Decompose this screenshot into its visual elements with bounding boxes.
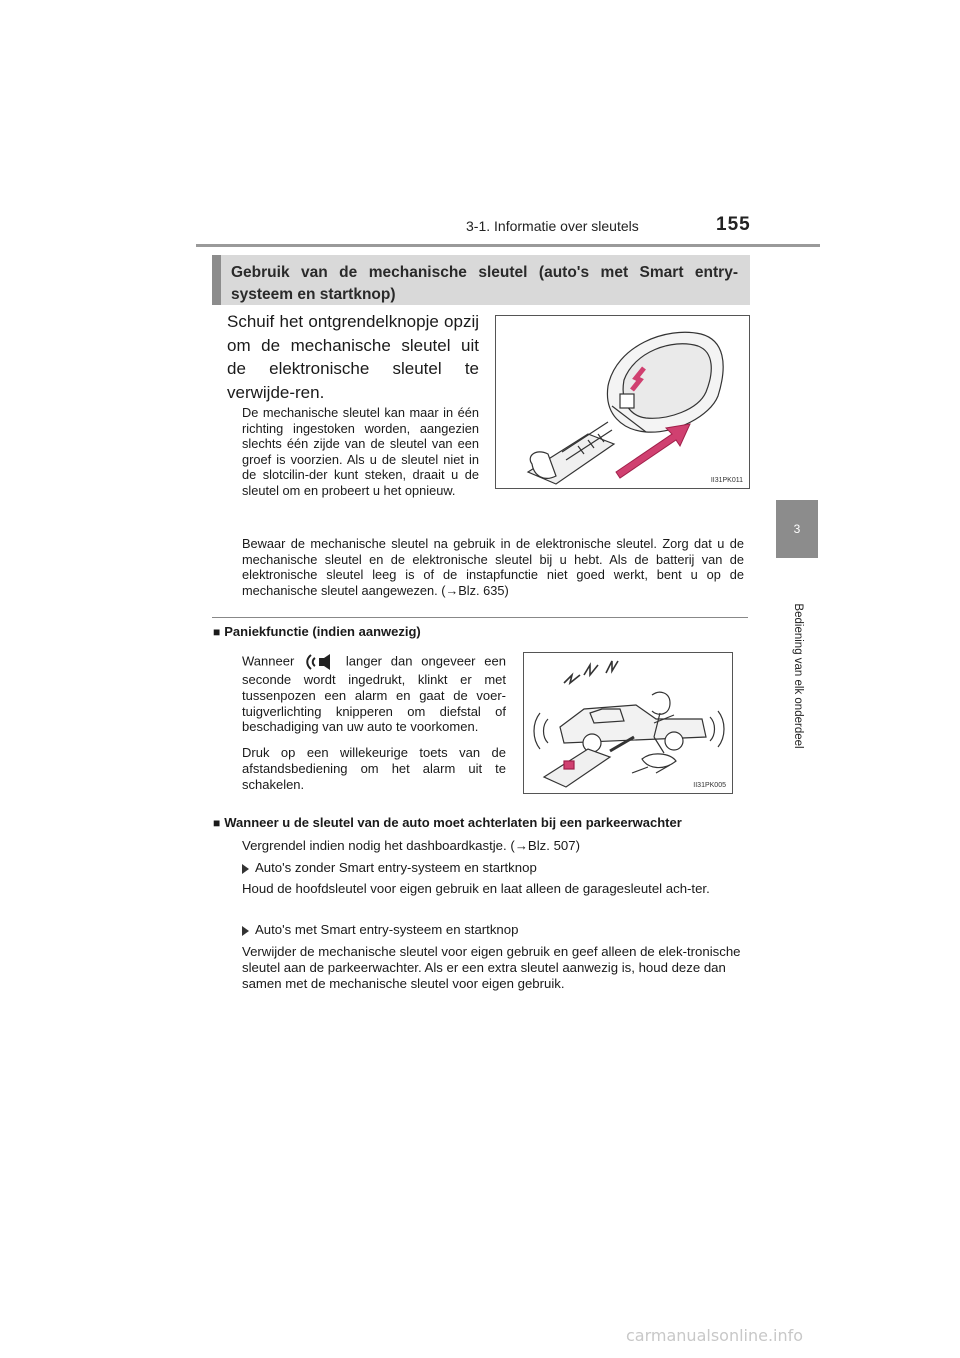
valet-sub-1: [242, 860, 748, 876]
square-bullet-icon: ■: [213, 816, 221, 830]
page-number: 155: [716, 214, 751, 235]
valet-sub-1-text: Auto's zonder Smart entry-systeem en startknop: [255, 860, 537, 875]
panic-paragraph-1: [242, 652, 506, 735]
chapter-tab: 3: [776, 500, 818, 558]
panic-button-icon: [305, 652, 335, 672]
running-header-section: 3-1. Informatie over sleutels: [466, 218, 639, 234]
panic-text-start: Wanneer: [242, 653, 295, 669]
chapter-title-text: Bediening van elk onderdeel: [792, 603, 804, 749]
header-rule: [196, 244, 820, 247]
note-paragraph-2: Bewaar de mechanische sleutel na gebruik in de elektronische sleutel. Zorg dat u de mechanische sleutel en de elektronische sleutel bij u hebt. Als de batterij van de elektronische sleutel leeg is of de instapfunctie niet goed werkt, bent u op de mechanische sleutel aangewezen. (→Blz. 635): [242, 536, 744, 598]
watermark: carmanualsonline.info: [626, 1326, 804, 1345]
square-bullet-icon: ■: [213, 625, 221, 639]
intro-paragraph: Schuif het ontgrendelknopje opzij om de mechanische sleutel uit de elektronische sleutel te verwijde-ren.: [227, 312, 479, 402]
valet-line-1: Vergrendel indien nodig het dashboardkastje. (→Blz. 507): [242, 838, 580, 853]
valet-sub-2-text: Auto's met Smart entry-systeem en startknop: [255, 922, 519, 937]
valet-text-2: Verwijder de mechanische sleutel voor eigen gebruik en geef alleen de elek-tronische sleutel aan de parkeerwachter. Als er een extra sleutel aanwezig is, houd deze dan samen met de mechanische sleutel voor eigen gebruik.: [242, 944, 741, 991]
section-title-box: [212, 255, 750, 305]
figure-2-code: II31PK005: [693, 782, 726, 789]
section-divider: [212, 617, 748, 618]
figure-panic-alarm: [523, 652, 733, 794]
valet-heading-text: Wanneer u de sleutel van de auto moet achterlaten bij een parkeerwachter: [224, 815, 682, 830]
chapter-title-vertical: [748, 596, 848, 756]
valet-heading: [213, 815, 682, 830]
panic-heading-text: Paniekfunctie (indien aanwezig): [224, 624, 421, 639]
section-title: Gebruik van de mechanische sleutel (auto's met Smart entry-systeem en startknop): [231, 264, 738, 303]
triangle-bullet-icon: [242, 926, 249, 936]
valet-text-1: Houd de hoofdsleutel voor eigen gebruik en laat alleen de garagesleutel ach-ter.: [242, 881, 710, 896]
panic-heading: [213, 624, 421, 639]
smart-key-illustration: [496, 316, 749, 488]
panic-description: [242, 652, 506, 803]
panic-alarm-illustration: [524, 653, 732, 793]
figure-smart-key: [495, 315, 750, 489]
panic-text-end: langer dan ongeveer een seconde wordt ingedrukt, klinkt er met tussenpozen een alarm en gaat de voer-tuigverlichting knipperen om diefstal of beschadiging van uw auto te voorkomen.: [242, 653, 506, 735]
note-paragraph-1: De mechanische sleutel kan maar in één richting ingestoken worden, aangezien slechts één zijde van de sleutel van een groef is voorzien. Als u de sleutel niet in de slotcilin-der kunt steken, draait u de sleutel om en probeert u het opnieuw.: [242, 405, 479, 498]
valet-sub-2: [242, 922, 748, 938]
panic-paragraph-2: Druk op een willekeurige toets van de afstandsbediening om het alarm uit te schakelen.: [242, 745, 506, 792]
figure-1-code: II31PK011: [710, 477, 743, 484]
triangle-bullet-icon: [242, 864, 249, 874]
